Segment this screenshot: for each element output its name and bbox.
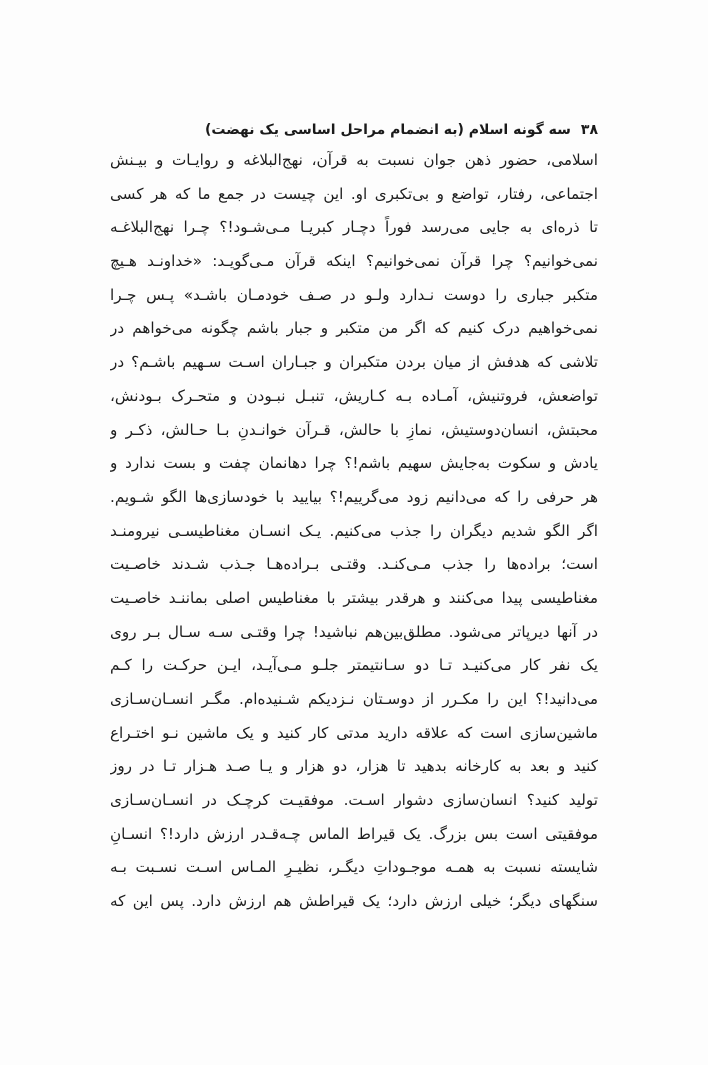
page-number: ۳۸ xyxy=(580,122,598,138)
text-line: نمی‌خواهیم درک کنیم که اگر من متکبر و جبار باشم چگونه می‌خواهم در xyxy=(110,319,598,338)
text-line: مغناطیسی پیدا می‌کنند و هرقدر بیشتر با مغناطیس اصلی بماننـد خاصـیت xyxy=(110,588,598,607)
text-line: یادش و سکوت به‌جایش سهیم باشم!؟ چرا دهانمان چفت و بست ندارد و xyxy=(110,454,598,473)
text-line: در آنها دیرپاتر می‌شود. مطلق‌بین‌هم نباشید! چرا وقتـی سـه سـال بـر روی xyxy=(110,622,598,641)
text-line: کنید و بعد به کارخانه بدهید تا هزار، دو هزار و یـا صـد هـزار تـا در روز xyxy=(110,757,598,776)
text-line: متکبر جباری را دوست نـدارد ولـو در صـف خودمـان باشـد» پـس چـرا xyxy=(110,285,598,304)
text-line: یک نفر کار می‌کنیـد تـا دو سـانتیمتر جلـو مـی‌آیـد، ایـن حرکـت را کـم xyxy=(110,656,598,675)
text-line: اجتماعی، رفتار، تواضع و بی‌تکبری او. این چیست در جمع ما که هر کسی xyxy=(110,184,598,203)
text-line: تلاشی که هدفش از میان بردن متکبران و جبـاران اسـت سـهیم باشـم؟ در xyxy=(110,353,598,372)
running-header xyxy=(110,122,598,138)
text-line: تواضعش، فروتنیش، آمـاده بـه کـاریش، تنبـل نبـودن و متحـرک بـودنش، xyxy=(110,386,598,405)
text-line: است؛ براده‌ها را جذب مـی‌کنـد. وقتـی بـراده‌هـا جـذب شـدند خاصـیت xyxy=(110,555,598,574)
text-line: سنگهای دیگر؛ خیلی ارزش دارد؛ یک قیراطش هم ارزش دارد. پس این که xyxy=(110,892,598,911)
body-text xyxy=(110,144,598,919)
text-line: اسلامی، حضور ذهن جوان نسبت به قرآن، نهج‌البلاغه و روایـات و بیـنش xyxy=(110,151,598,169)
text-line: شایسته نسبت به همـه موجـوداتِ دیگـر، نظیـرِ المـاس اسـت نسـبت بـه xyxy=(110,858,598,877)
text-line: هر حرفی را که می‌دانیم زود می‌گرییم!؟ بیایید با خودسازی‌ها الگو شـویم. xyxy=(110,487,598,506)
text-line: ماشین‌سازی است که علاقه دارید مدتی کار کنید و یک ماشین نـو اختـراع xyxy=(110,723,598,742)
text-line: تا ذره‌ای به جایی می‌رسد فوراً دچـار کبریـا مـی‌شـود!؟ چـرا نهج‌البلاغـه xyxy=(110,218,598,237)
book-title: سه گونه اسلام (به انضمام مراحل اساسی یک نهضت) xyxy=(205,122,571,138)
text-line: می‌دانید!؟ این را مکـرر از دوسـتان نـزدیکم شـنیده‌ام. مگـر انسـان‌سـازی xyxy=(110,690,598,708)
text-line: نمی‌خوانیم؟ چرا قرآن نمی‌خوانیم؟ اینکه قرآن مـی‌گویـد: «خداونـد هـیچ xyxy=(110,252,598,271)
text-line: محبتش، انسان‌دوستیش، نمازِ با حالش، قـرآن خوانـدنِ بـا حـالش، ذکـر و xyxy=(110,420,598,439)
text-line: اگر الگو شدیم دیگران را جذب می‌کنیم. یـک انسـان مغناطیسـی نیرومنـد xyxy=(110,521,598,540)
text-line: تولید کنید؟ انسان‌سازی دشوار اسـت. موفقیـت کرچـک در انسـان‌سـازی xyxy=(110,791,598,810)
text-line: موفقیتی است بس بزرگ. یک قیراط الماس چـه‌قـدر ارزش دارد!؟ انسـانِ xyxy=(110,824,598,843)
